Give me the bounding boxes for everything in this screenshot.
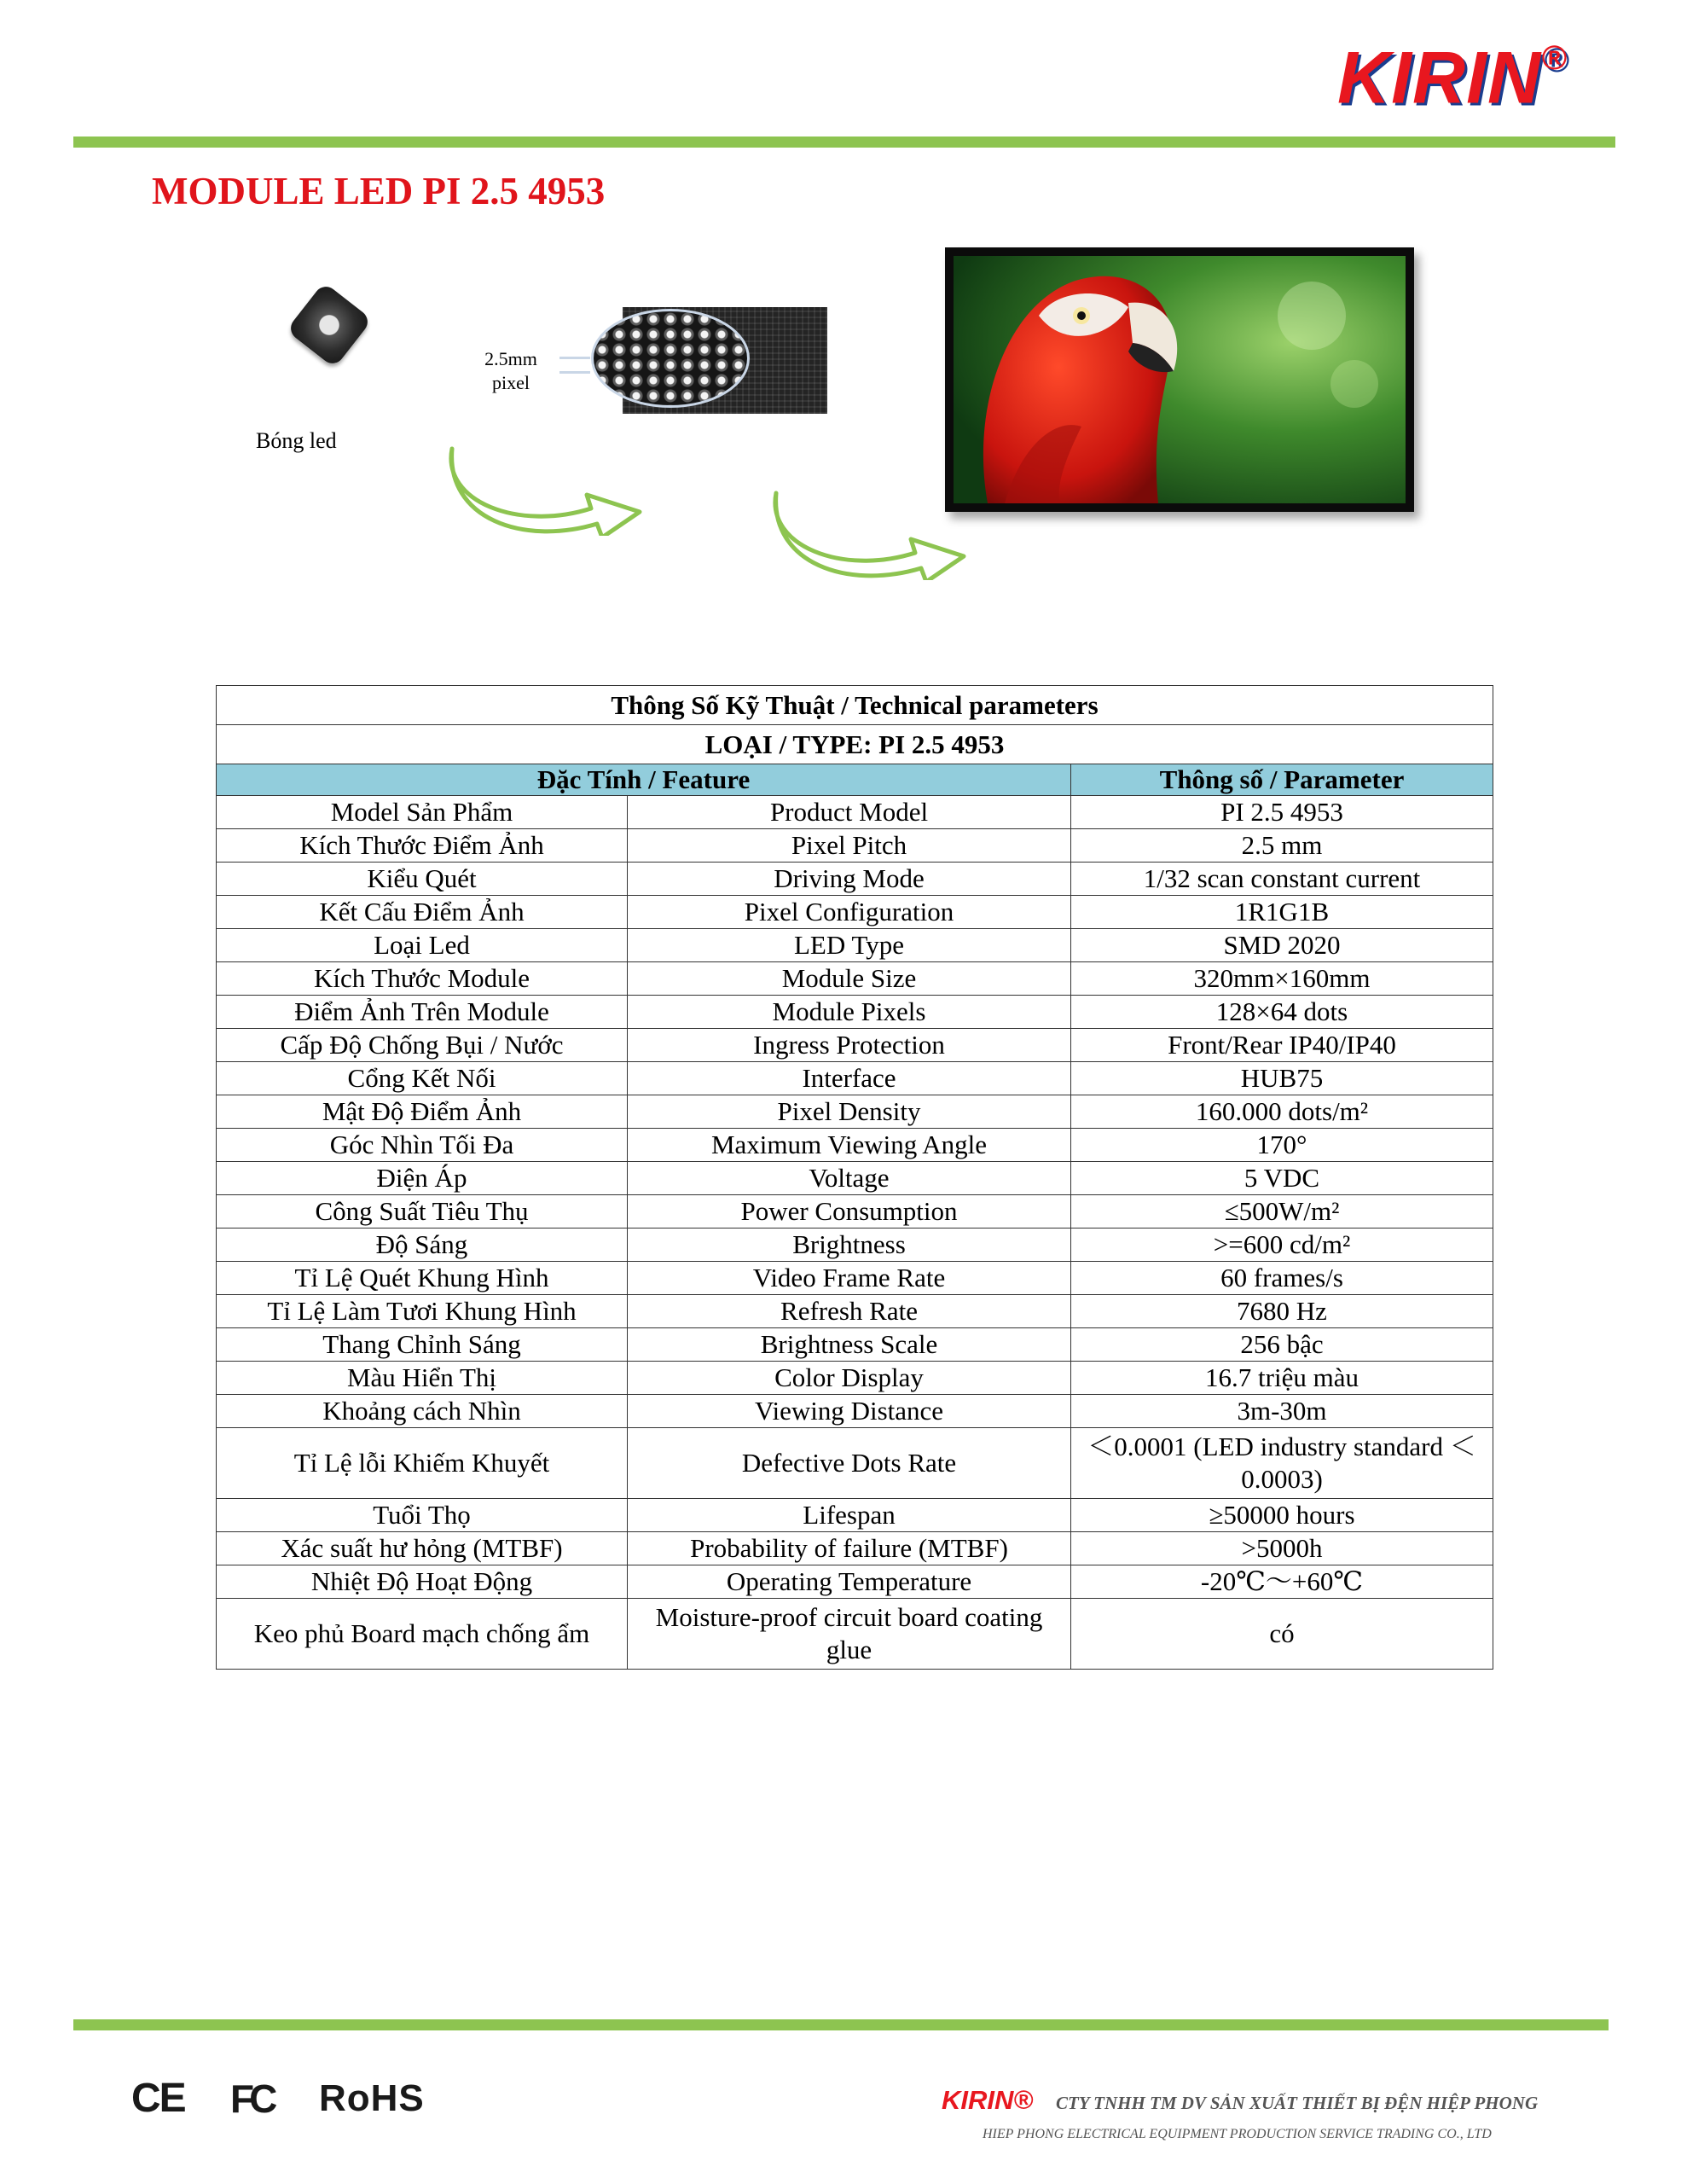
feature-en-cell: Lifespan <box>628 1499 1071 1532</box>
parameter-cell: 1/32 scan constant current <box>1071 863 1493 896</box>
parameter-cell: 160.000 dots/m² <box>1071 1095 1493 1129</box>
curved-arrow-icon <box>442 442 651 536</box>
table-row <box>217 829 1493 863</box>
table-header-row <box>217 764 1493 796</box>
feature-en-cell: Operating Temperature <box>628 1565 1071 1599</box>
ce-certification-icon: CE <box>131 2076 185 2121</box>
feature-vn-cell: Tỉ Lệ lỗi Khiếm Khuyết <box>217 1428 628 1499</box>
table-type-row <box>217 725 1493 764</box>
table-row <box>217 1062 1493 1095</box>
feature-en-cell: Refresh Rate <box>628 1295 1071 1328</box>
feature-vn-cell: Loại Led <box>217 929 628 962</box>
led-chip-image <box>286 282 372 368</box>
feature-vn-cell: Điện Áp <box>217 1162 628 1195</box>
feature-en-cell: Pixel Pitch <box>628 829 1071 863</box>
feature-vn-cell: Khoảng cách Nhìn <box>217 1395 628 1428</box>
feature-en-cell: Driving Mode <box>628 863 1071 896</box>
feature-en-cell: Moisture-proof circuit board coating glue <box>628 1599 1071 1670</box>
table-row <box>217 1499 1493 1532</box>
footer-company-en: HIEP PHONG ELECTRICAL EQUIPMENT PRODUCTION SERVICE TRADING CO., LTD <box>983 2127 1492 2141</box>
feature-en-cell: Pixel Density <box>628 1095 1071 1129</box>
table-row <box>217 1095 1493 1129</box>
parrot-image <box>954 256 1406 503</box>
feature-vn-cell: Nhiệt Độ Hoạt Động <box>217 1565 628 1599</box>
feature-vn-cell: Kích Thước Điểm Ảnh <box>217 829 628 863</box>
table-row <box>217 1565 1493 1599</box>
parameter-cell: ≥50000 hours <box>1071 1499 1493 1532</box>
table-row <box>217 796 1493 829</box>
table-row <box>217 929 1493 962</box>
feature-en-cell: Brightness <box>628 1228 1071 1262</box>
brand-name: KIRIN <box>1337 37 1542 119</box>
feature-vn-cell: Xác suất hư hỏng (MTBF) <box>217 1532 628 1565</box>
feature-en-cell: Ingress Protection <box>628 1029 1071 1062</box>
fcc-certification-icon: FC <box>230 2077 273 2121</box>
table-row <box>217 1129 1493 1162</box>
feature-vn-cell: Keo phủ Board mạch chống ẩm <box>217 1599 628 1670</box>
table-row <box>217 1532 1493 1565</box>
table-row <box>217 1195 1493 1228</box>
feature-en-cell: LED Type <box>628 929 1071 962</box>
feature-vn-cell: Công Suất Tiêu Thụ <box>217 1195 628 1228</box>
feature-en-cell: Viewing Distance <box>628 1395 1071 1428</box>
table-title: Thông Số Kỹ Thuật / Technical parameters <box>217 686 1493 725</box>
feature-vn-cell: Kích Thước Module <box>217 962 628 996</box>
table-row <box>217 863 1493 896</box>
kirin-logo <box>1337 24 1576 119</box>
parameter-cell: Front/Rear IP40/IP40 <box>1071 1029 1493 1062</box>
table-row <box>217 1328 1493 1362</box>
parameter-cell: 5 VDC <box>1071 1162 1493 1195</box>
feature-vn-cell: Tỉ Lệ Làm Tươi Khung Hình <box>217 1295 628 1328</box>
parameter-cell: -20℃～+60℃ <box>1071 1565 1493 1599</box>
feature-en-cell: Interface <box>628 1062 1071 1095</box>
parameter-cell: 7680 Hz <box>1071 1295 1493 1328</box>
footer-company-vn: CTY TNHH TM DV SẢN XUẤT THIẾT BỊ ĐỆN HIỆP PHONG <box>1056 2093 1539 2113</box>
parameter-cell: 3m-30m <box>1071 1395 1493 1428</box>
feature-en-cell: Module Size <box>628 962 1071 996</box>
parameter-cell: SMD 2020 <box>1071 929 1493 962</box>
table-type: LOẠI / TYPE: PI 2.5 4953 <box>217 725 1493 764</box>
table-row <box>217 1599 1493 1670</box>
feature-vn-cell: Màu Hiển Thị <box>217 1362 628 1395</box>
led-display-photo <box>945 247 1414 512</box>
page-title: MODULE LED PI 2.5 4953 <box>152 170 606 212</box>
table-row <box>217 1395 1493 1428</box>
bottom-divider <box>73 2019 1609 2030</box>
parameter-cell: ＜0.0001 (LED industry standard ＜0.0003) <box>1071 1428 1493 1499</box>
feature-vn-cell: Thang Chỉnh Sáng <box>217 1328 628 1362</box>
table-row <box>217 896 1493 929</box>
table-row <box>217 1162 1493 1195</box>
table-title-row <box>217 686 1493 725</box>
feature-vn-cell: Model Sản Phẩm <box>217 796 628 829</box>
feature-en-cell: Color Display <box>628 1362 1071 1395</box>
table-row <box>217 1362 1493 1395</box>
feature-en-cell: Brightness Scale <box>628 1328 1071 1362</box>
feature-vn-cell: Kết Cấu Điểm Ảnh <box>217 896 628 929</box>
pixel-zoom-lens <box>591 309 750 408</box>
feature-en-cell: Defective Dots Rate <box>628 1428 1071 1499</box>
registered-mark: ® <box>1541 39 1568 77</box>
parameter-cell: PI 2.5 4953 <box>1071 796 1493 829</box>
top-divider <box>73 136 1615 148</box>
pixel-pitch-bracket <box>559 357 590 374</box>
parameter-cell: 16.7 triệu màu <box>1071 1362 1493 1395</box>
feature-vn-cell: Tuổi Thọ <box>217 1499 628 1532</box>
feature-vn-cell: Điểm Ảnh Trên Module <box>217 996 628 1029</box>
header-feature: Đặc Tính / Feature <box>217 764 1071 796</box>
spec-table <box>216 685 1493 1670</box>
table-row <box>217 1428 1493 1499</box>
parameter-cell: có <box>1071 1599 1493 1670</box>
feature-en-cell: Product Model <box>628 796 1071 829</box>
header-parameter: Thông số / Parameter <box>1071 764 1493 796</box>
feature-vn-cell: Kiểu Quét <box>217 863 628 896</box>
feature-en-cell: Video Frame Rate <box>628 1262 1071 1295</box>
feature-vn-cell: Cấp Độ Chống Bụi / Nước <box>217 1029 628 1062</box>
parameter-cell: 2.5 mm <box>1071 829 1493 863</box>
feature-vn-cell: Độ Sáng <box>217 1228 628 1262</box>
parameter-cell: HUB75 <box>1071 1062 1493 1095</box>
table-row <box>217 1262 1493 1295</box>
curved-arrow-icon <box>766 486 975 580</box>
table-row <box>217 1228 1493 1262</box>
table-row <box>217 962 1493 996</box>
table-row <box>217 1295 1493 1328</box>
parameter-cell: 256 bậc <box>1071 1328 1493 1362</box>
pixel-label-line1: 2.5mm <box>484 348 537 369</box>
parameter-cell: 128×64 dots <box>1071 996 1493 1029</box>
feature-en-cell: Pixel Configuration <box>628 896 1071 929</box>
parameter-cell: 170° <box>1071 1129 1493 1162</box>
pixel-pitch-label <box>473 347 548 395</box>
parameter-cell: >5000h <box>1071 1532 1493 1565</box>
feature-en-cell: Module Pixels <box>628 996 1071 1029</box>
footer-brand: KIRIN® <box>942 2085 1034 2115</box>
rohs-certification-icon: RoHS <box>319 2077 425 2119</box>
table-row <box>217 1029 1493 1062</box>
feature-vn-cell: Cổng Kết Nối <box>217 1062 628 1095</box>
feature-en-cell: Probability of failure (MTBF) <box>628 1532 1071 1565</box>
parameter-cell: 60 frames/s <box>1071 1262 1493 1295</box>
feature-en-cell: Voltage <box>628 1162 1071 1195</box>
parameter-cell: 1R1G1B <box>1071 896 1493 929</box>
parameter-cell: 320mm×160mm <box>1071 962 1493 996</box>
parameter-cell: >=600 cd/m² <box>1071 1228 1493 1262</box>
feature-en-cell: Maximum Viewing Angle <box>628 1129 1071 1162</box>
pixel-label-line2: pixel <box>492 372 530 393</box>
feature-vn-cell: Góc Nhìn Tối Đa <box>217 1129 628 1162</box>
parameter-cell: ≤500W/m² <box>1071 1195 1493 1228</box>
feature-vn-cell: Mật Độ Điểm Ảnh <box>217 1095 628 1129</box>
feature-en-cell: Power Consumption <box>628 1195 1071 1228</box>
led-label: Bóng led <box>256 428 337 453</box>
feature-vn-cell: Tỉ Lệ Quét Khung Hình <box>217 1262 628 1295</box>
table-row <box>217 996 1493 1029</box>
